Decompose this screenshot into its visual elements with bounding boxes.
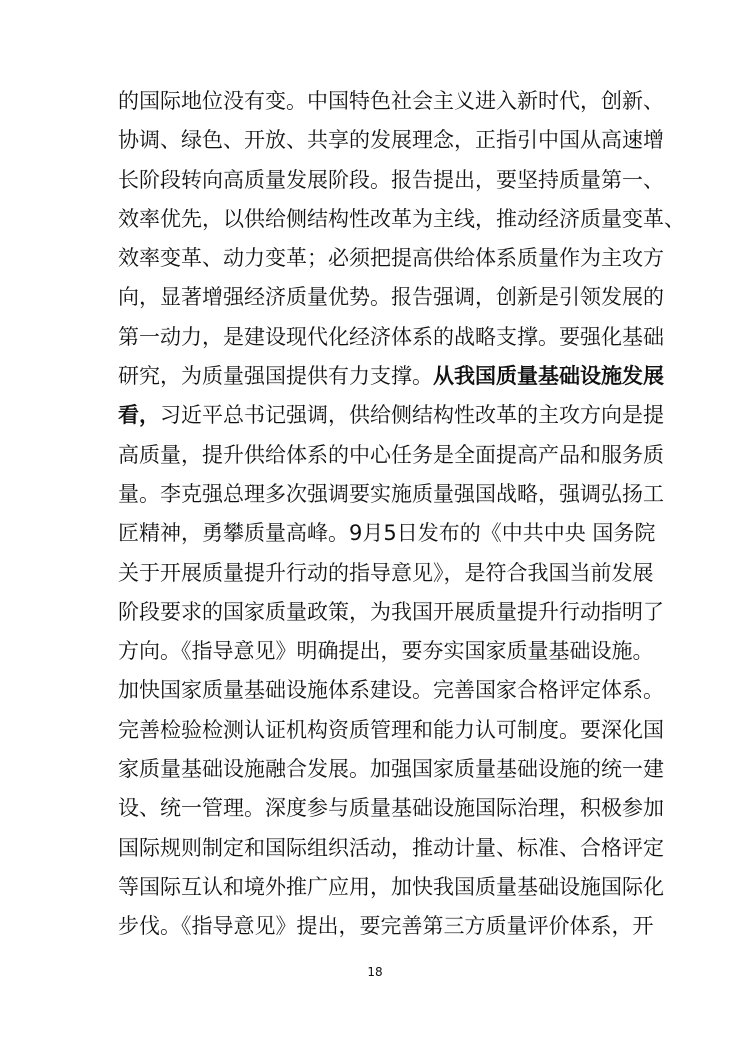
text-line: [118, 318, 664, 357]
body-paragraph: [118, 82, 685, 947]
text-line: [118, 161, 664, 200]
text-segment: 的国际地位没有变。中国特色社会主义进入新时代，创新、: [118, 89, 664, 113]
text-line: [118, 239, 664, 278]
text-line: [118, 671, 664, 710]
text-segment: 习近平总书记强调，供给侧结构性改革的主攻方向是提: [160, 403, 664, 428]
text-segment: 效率变革、动力变革；必须把提高供给体系质量作为主攻方: [118, 246, 664, 271]
text-line: [118, 436, 664, 475]
text-line: [118, 750, 664, 789]
text-segment: 等国际互认和境外推广应用，加快我国质量基础设施国际化: [118, 874, 664, 899]
bold-text-segment: 从我国质量基础设施发展: [433, 364, 664, 389]
page-number: 18: [367, 965, 383, 979]
text-line: [118, 278, 664, 317]
text-segment: 匠精神，勇攀质量高峰。9月5日发布的《中共中央 国务院: [118, 521, 656, 546]
text-segment: 完善检验检测认证机构资质管理和能力认可制度。要深化国: [118, 717, 664, 742]
text-segment: 方向。《指导意见》明确提出，要夯实国家质量基础设施。: [118, 639, 654, 664]
text-segment: 加快国家质量基础设施体系建设。完善国家合格评定体系。: [118, 678, 664, 703]
text-line: [118, 121, 664, 160]
text-line: [118, 200, 685, 239]
text-segment: 第一动力，是建设现代化经济体系的战略支撑。要强化基础: [118, 324, 664, 349]
text-line: [118, 632, 654, 671]
text-line: [118, 593, 664, 632]
text-segment: 设、统一管理。深度参与质量基础设施国际治理，积极参加: [118, 796, 664, 821]
text-line: [118, 789, 664, 828]
text-segment: 步伐。《指导意见》提出，要完善第三方质量评价体系，开: [118, 914, 654, 939]
text-segment: 国际规则制定和国际组织活动，推动计量、标准、合格评定: [118, 835, 664, 860]
text-segment: 关于开展质量提升行动的指导意见》，是符合我国当前发展: [118, 560, 654, 585]
text-segment: 家质量基础设施融合发展。加强国家质量基础设施的统一建: [118, 757, 664, 782]
text-segment: 量。李克强总理多次强调要实施质量强国战略，强调弘扬工: [118, 481, 664, 506]
text-line: [118, 82, 664, 121]
bold-text-segment: 看，: [118, 403, 160, 428]
text-line: [118, 829, 664, 868]
text-line: [118, 868, 664, 907]
text-line: [118, 554, 654, 593]
text-line: [118, 514, 656, 553]
text-segment: 阶段要求的国家质量政策，为我国开展质量提升行动指明了: [118, 599, 664, 624]
text-line: [118, 711, 664, 750]
text-line: [118, 396, 664, 435]
text-line: [118, 475, 664, 514]
text-line: [118, 907, 654, 946]
text-segment: 长阶段转向高质量发展阶段。报告提出，要坚持质量第一、: [118, 167, 664, 192]
text-segment: 效率优先，以供给侧结构性改革为主线，推动经济质量变革、: [118, 206, 685, 231]
text-line: [118, 357, 664, 396]
text-segment: 向，显著增强经济质量优势。报告强调，创新是引领发展的: [118, 285, 664, 310]
text-segment: 研究，为质量强国提供有力支撑。: [118, 364, 433, 389]
text-segment: 高质量，提升供给体系的中心任务是全面提高产品和服务质: [118, 442, 664, 467]
text-segment: 协调、绿色、开放、共享的发展理念，正指引中国从高速增: [118, 128, 664, 153]
